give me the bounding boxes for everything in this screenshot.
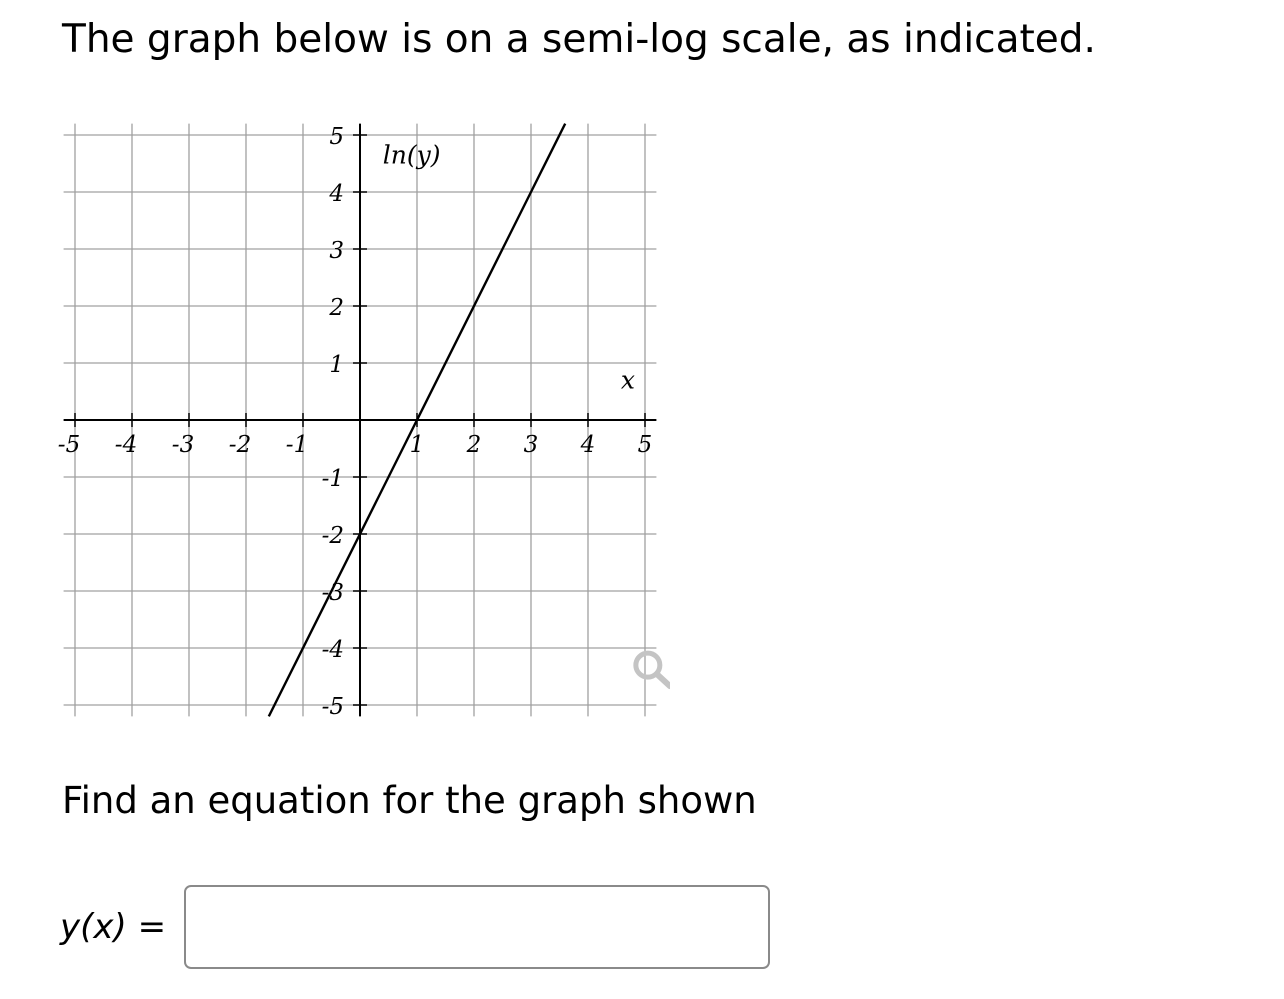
semi-log-graph	[50, 110, 670, 730]
chart-svg	[50, 110, 670, 730]
answer-row	[60, 885, 780, 973]
magnifier-icon[interactable]	[636, 653, 670, 686]
y-tick-label: -2	[321, 523, 344, 549]
y-tick-label: -3	[321, 580, 344, 606]
x-tick-label: -5	[57, 432, 81, 458]
y-tick-label: -5	[321, 694, 344, 720]
x-tick-label: 5	[637, 432, 653, 458]
question-intro: The graph below is on a semi-log scale, as indicated.	[62, 17, 1096, 62]
question-prompt: Find an equation for the graph shown	[62, 779, 757, 822]
x-tick-label: 1	[409, 432, 425, 458]
y-tick-label: -4	[321, 637, 344, 663]
x-axis-label: x	[620, 365, 635, 395]
y-tick-label: -1	[321, 466, 344, 492]
y-tick-label: 3	[329, 238, 344, 264]
answer-equals-sign: =	[126, 907, 167, 947]
answer-function-label: y(x)	[60, 907, 127, 947]
x-tick-label: -4	[114, 432, 138, 458]
y-tick-label: 2	[329, 295, 344, 321]
y-tick-label: 4	[329, 181, 344, 207]
answer-label	[60, 907, 166, 947]
x-tick-label: 2	[466, 432, 482, 458]
answer-input[interactable]	[184, 885, 770, 969]
x-tick-label: 3	[523, 432, 539, 458]
x-tick-label: 4	[580, 432, 596, 458]
x-tick-label: -1	[285, 432, 309, 458]
x-tick-label: -2	[228, 432, 252, 458]
y-axis-label: ln(y)	[382, 140, 441, 170]
y-tick-label: 5	[329, 124, 344, 150]
y-tick-label: 1	[329, 352, 344, 378]
x-tick-label: -3	[171, 432, 195, 458]
